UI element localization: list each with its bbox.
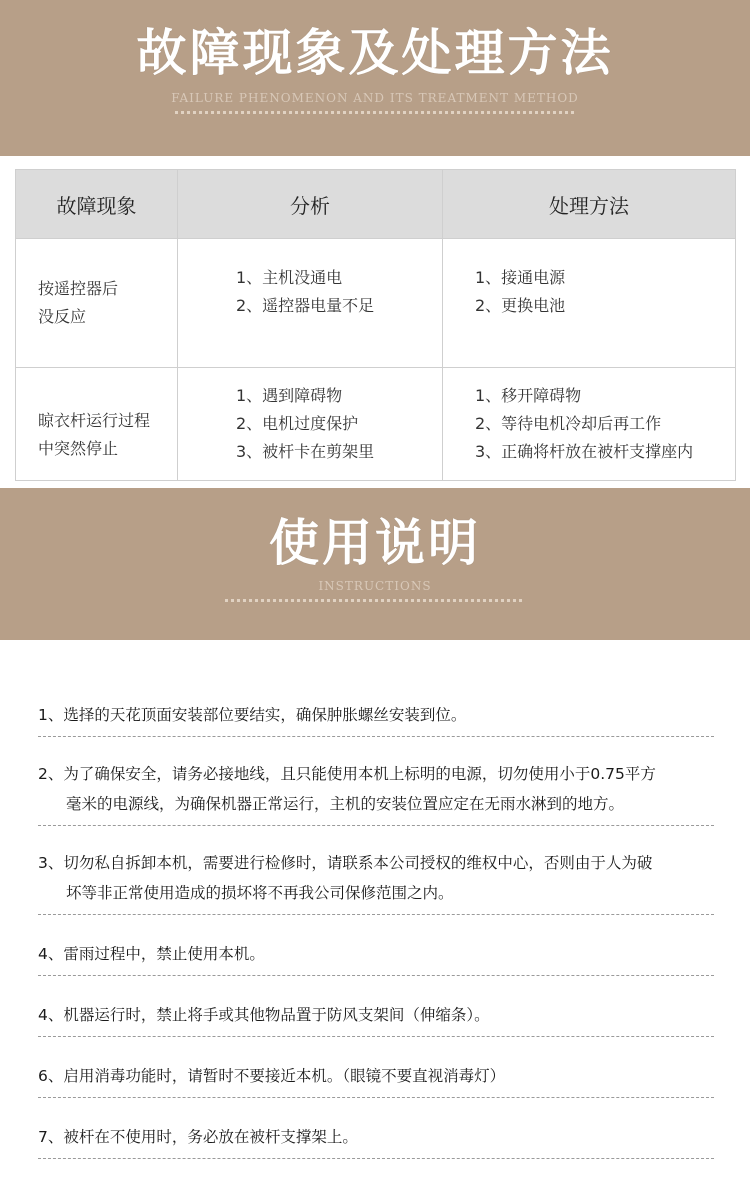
header-solution: 处理方法: [443, 170, 736, 239]
cell-line: 2、更换电池: [475, 296, 566, 315]
table-row: [16, 239, 736, 368]
cell-line: 2、电机过度保护: [236, 414, 359, 433]
fault-section-subtitle: FAILURE PHENOMENON AND ITS TREATMENT METHOD: [171, 91, 579, 105]
item-number: 7、: [38, 1128, 64, 1146]
fault-section-title: 故障现象及处理方法: [136, 24, 614, 82]
item-number: 2、: [38, 765, 64, 783]
cell-line: 1、主机没通电: [236, 268, 343, 287]
analysis-cell: [178, 368, 443, 481]
list-item: [38, 1037, 714, 1098]
header-symptom: 故障现象: [16, 170, 178, 239]
list-item: [38, 915, 714, 976]
item-number: 4、: [38, 945, 64, 963]
cell-line: 晾衣杆运行过程: [38, 411, 151, 430]
item-text: 选择的天花顶面安装部位要结实，确保肿胀螺丝安装到位。: [63, 706, 467, 724]
item-text: 为了确保安全，请务必接地线，且只能使用本机上标明的电源，切勿使用小于0.75平方: [63, 765, 656, 783]
solution-cell: [443, 239, 736, 368]
instructions-section-banner: [0, 488, 750, 640]
fault-section-banner: [0, 0, 750, 156]
cell-line: 1、移开障碍物: [475, 386, 582, 405]
cell-line: 3、被杆卡在剪架里: [236, 442, 375, 461]
table-row: [16, 368, 736, 481]
item-number: 3、: [38, 854, 64, 872]
item-text-continued: 坏等非正常使用造成的损坏将不再我公司保修范围之内。: [66, 884, 454, 902]
symptom-cell: [16, 239, 178, 368]
list-item: [38, 737, 714, 826]
item-text: 切勿私自拆卸本机，需要进行检修时，请联系本公司授权的维权中心，否则由于人为破: [63, 854, 653, 872]
header-analysis: 分析: [178, 170, 443, 239]
instructions-section-subtitle: INSTRUCTIONS: [318, 579, 432, 593]
item-number: 6、: [38, 1067, 64, 1085]
analysis-cell: [178, 239, 443, 368]
cell-line: 3、正确将杆放在被杆支撑座内: [475, 442, 694, 461]
decorative-divider: [175, 111, 575, 114]
list-item: [38, 700, 714, 737]
instructions-section-title: 使用说明: [269, 514, 481, 572]
list-item: [38, 826, 714, 915]
item-number: 4、: [38, 1006, 64, 1024]
fault-table: [15, 169, 736, 481]
cell-line: 2、等待电机冷却后再工作: [475, 414, 662, 433]
instructions-list: [38, 700, 714, 1159]
decorative-divider: [225, 599, 525, 602]
fault-table-header: [16, 170, 736, 239]
item-text: 机器运行时，禁止将手或其他物品置于防风支架间（伸缩条）。: [63, 1006, 490, 1024]
cell-line: 2、遥控器电量不足: [236, 296, 375, 315]
symptom-cell: [16, 368, 178, 481]
cell-line: 1、接通电源: [475, 268, 566, 287]
item-text-continued: 毫米的电源线，为确保机器正常运行，主机的安装位置应定在无雨水淋到的地方。: [66, 795, 625, 813]
solution-cell: [443, 368, 736, 481]
cell-line: 没反应: [38, 307, 87, 326]
cell-line: 1、遇到障碍物: [236, 386, 343, 405]
item-text: 被杆在不使用时，务必放在被杆支撑架上。: [63, 1128, 358, 1146]
item-text: 雷雨过程中，禁止使用本机。: [63, 945, 265, 963]
item-number: 1、: [38, 706, 64, 724]
item-text: 启用消毒功能时，请暂时不要接近本机。（眼镜不要直视消毒灯）: [63, 1067, 506, 1085]
cell-line: 按遥控器后: [38, 279, 119, 298]
list-item: [38, 976, 714, 1037]
cell-line: 中突然停止: [38, 439, 119, 458]
list-item: [38, 1098, 714, 1159]
